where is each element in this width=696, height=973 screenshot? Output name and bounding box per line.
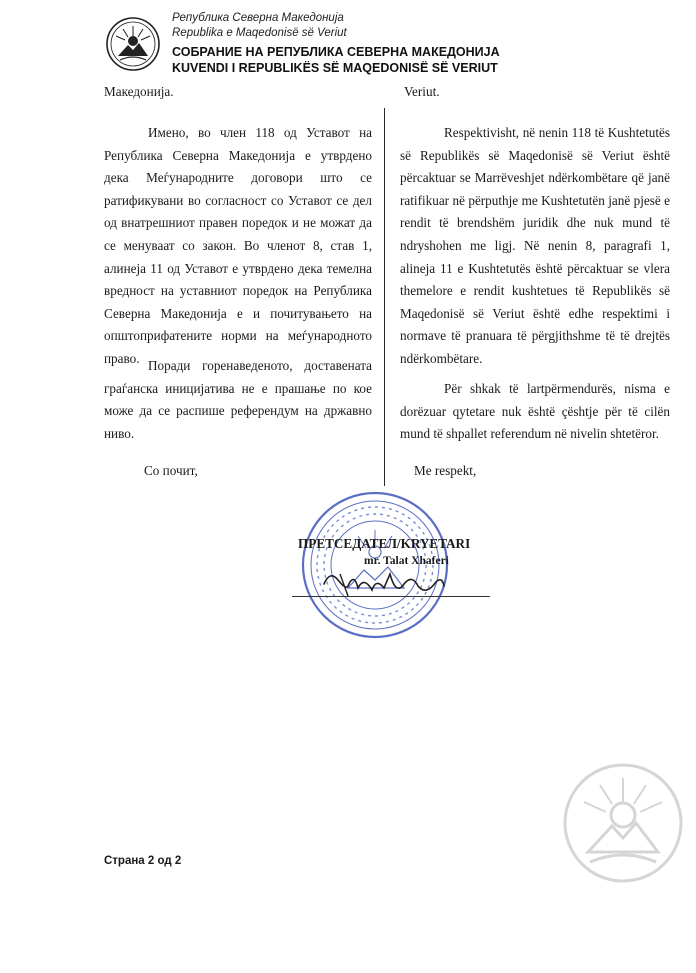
coat-of-arms-watermark-icon <box>560 760 686 886</box>
signatory-name: mr. Talat Xhaferi <box>364 555 449 567</box>
right-paragraph-1: Respektivisht, në nenin 118 të Kushtetutës së Republikës së Maqedonisë së Veriut është përcaktuar se Marrëveshjet ndërkombëtare që janë ratifikuar në përputhje me Kushtetutën janë pjesë e rendit të brendshëm juridik dhe nuk mund të ndryshohen me ligj. Në nenin 8, paragrafi 1, alineja 11 e Kushtetutës është përcaktuar se vlera themelore e rendit kushtetues të Republikës së Maqedonisë së Veriut është edhe respektimi i normave të pranuara të përgjithshme të të drejtës ndërkombëtare. <box>400 125 670 366</box>
header-title-mk: Република Северна Македонија <box>172 12 344 24</box>
left-continuation: Македонија. <box>104 84 174 99</box>
right-continuation: Veriut. <box>404 84 440 99</box>
column-divider <box>384 108 385 486</box>
header-assembly-mk: СОБРАНИЕ НА РЕПУБЛИКА СЕВЕРНА МАКЕДОНИЈА <box>172 45 500 59</box>
signature-line <box>292 596 490 597</box>
left-closing: Со почит, <box>144 463 198 478</box>
left-paragraph-1: Имено, во член 118 од Уставот на Република Северна Македонија е утврдено дека Меѓународните договори што се ратификувани во согласност со Уставот се дел од внатрешниот правен поредок и не можат да се менуваат со закон. Во членот 8, став 1, алинеја 11 од Уставот е утврдено дека темелна вредност на уставниот поредок на Република Северна Македонија е и почитувањето на општоприфатените норми на меѓународното право. <box>104 125 372 366</box>
signatory-title: ПРЕТСЕДАТЕЛ/KRYETARI <box>298 536 471 551</box>
header-assembly-sq: KUVENDI I REPUBLIKËS SË MAQEDONISË SË VERIUT <box>172 61 498 75</box>
right-closing: Me respekt, <box>414 463 477 478</box>
page-number: Страна 2 од 2 <box>104 855 182 867</box>
coat-of-arms-icon <box>104 14 162 72</box>
handwritten-signature <box>318 566 448 606</box>
left-paragraph-2: Поради горенаведеното, доставената граѓанска иницијатива не е прашање по кое може да се распише референдум на државно ниво. <box>104 358 372 441</box>
right-paragraph-2: Për shkak të lartpërmendurës, nisma e dorëzuar qytetare nuk është çështje për të cilën mund të shpallet referendum në nivelin shtetëror. <box>400 381 670 442</box>
header-title-sq: Republika e Maqedonisë së Veriut <box>172 27 347 39</box>
